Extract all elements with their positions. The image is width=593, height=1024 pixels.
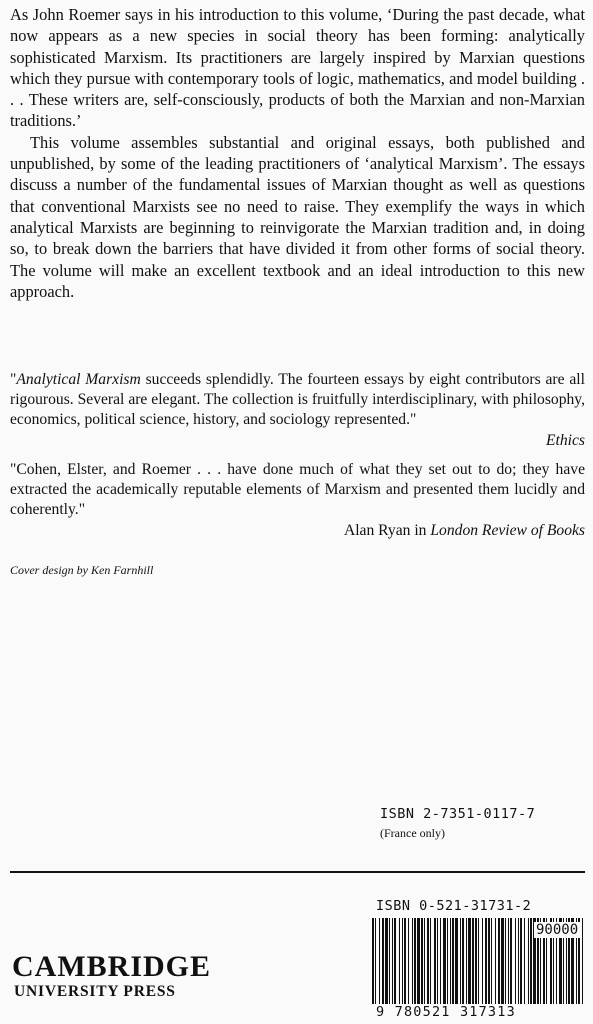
barcode-bar bbox=[437, 918, 438, 1004]
barcode-bar bbox=[460, 918, 461, 1004]
barcode-bar bbox=[510, 918, 512, 1004]
barcode-bar bbox=[508, 918, 509, 1004]
barcode-bar bbox=[417, 918, 420, 1004]
barcode-bar bbox=[440, 918, 441, 1004]
barcode-bar bbox=[404, 918, 406, 1004]
publisher-logo-press: UNIVERSITY PRESS bbox=[14, 983, 176, 1000]
barcode-bar bbox=[466, 918, 467, 1004]
review-lrb-attribution: Alan Ryan in London Review of Books bbox=[343, 521, 585, 539]
barcode-bar bbox=[375, 918, 376, 1004]
barcode-bar bbox=[452, 918, 454, 1004]
review-lrb-text: "Cohen, Elster, and Roemer . . . have done much of what they set out to do; they have extracted the academically reputable elements of Marxism and presented them lucidly and coherently." bbox=[10, 461, 585, 519]
barcode-bar bbox=[475, 918, 477, 1004]
blurb-paragraph-1: As John Roemer says in his introduction to this volume, ‘During the past decade, what now appears as a new species in social theory has been forming: analytically sophisticated Marxism. Its practitioners are largely inspired by Marxian questions which they pursue with contemporary tools of logic, mathematics, and model building . . . These writers are, self-consciously, products of both the Marxian and non-Marxian traditions.’ bbox=[10, 5, 585, 131]
cover-credit: Cover design by Ken Farnhill bbox=[10, 563, 154, 577]
barcode-bar bbox=[485, 918, 487, 1004]
divider-rule bbox=[10, 871, 585, 873]
barcode-bar bbox=[424, 918, 425, 1004]
barcode-bar bbox=[498, 918, 500, 1004]
barcode-bar bbox=[520, 918, 522, 1004]
barcode-bar bbox=[421, 918, 423, 1004]
barcode-bar bbox=[462, 918, 464, 1004]
review-ethics-book-title: Analytical Marxism bbox=[16, 371, 141, 388]
price-code: 90000 bbox=[536, 922, 579, 938]
barcode-bar bbox=[412, 918, 413, 1004]
barcode-bar bbox=[443, 918, 446, 1004]
barcode-bar bbox=[505, 918, 506, 1004]
france-only-note: (France only) bbox=[380, 826, 445, 840]
barcode-bar bbox=[402, 918, 403, 1004]
barcode-bar bbox=[501, 918, 504, 1004]
barcode-bar bbox=[414, 918, 416, 1004]
back-cover-blurb bbox=[10, 4, 585, 302]
barcode-bar bbox=[488, 918, 490, 1004]
review-ethics bbox=[10, 370, 585, 451]
isbn-france: ISBN 2-7351-0117-7 bbox=[380, 806, 536, 822]
barcode-bar bbox=[394, 918, 396, 1004]
barcode-bar bbox=[392, 918, 393, 1004]
review-lrb bbox=[10, 460, 585, 541]
review-ethics-source: Ethics bbox=[546, 431, 585, 449]
barcode-bar bbox=[408, 918, 409, 1004]
barcode-bar bbox=[515, 918, 516, 1004]
barcode-bar bbox=[379, 918, 380, 1004]
barcode-bar bbox=[447, 918, 448, 1004]
barcode-bar bbox=[389, 918, 390, 1004]
barcode-bar bbox=[385, 918, 388, 1004]
publisher-logo-cambridge: CAMBRIDGE bbox=[12, 950, 212, 983]
barcode-bar bbox=[530, 918, 532, 1004]
barcode-bar bbox=[528, 918, 529, 1004]
isbn-main: ISBN 0-521-31731-2 bbox=[376, 898, 532, 914]
barcode-bar bbox=[472, 918, 474, 1004]
ean-number: 9 780521 317313 bbox=[376, 1004, 516, 1020]
barcode-bar bbox=[524, 918, 525, 1004]
barcode-bar bbox=[495, 918, 496, 1004]
barcode-bar bbox=[468, 918, 471, 1004]
review-lrb-source: London Review of Books bbox=[430, 521, 585, 539]
barcode-bar bbox=[427, 918, 429, 1004]
barcode-bar bbox=[382, 918, 384, 1004]
barcode-bar bbox=[455, 918, 458, 1004]
review-ethics-text: "Analytical Marxism succeeds splendidly. The fourteen essays by eight contributors are all rigourous. Several are elegant. The collection is fruitfully interdisciplinary, with philosophy, economics, political science, history, and sociology represented." bbox=[10, 371, 585, 429]
barcode-bar bbox=[430, 918, 431, 1004]
barcode-bar bbox=[450, 918, 451, 1004]
barcode-bar bbox=[582, 918, 583, 1004]
barcode-bar bbox=[434, 918, 436, 1004]
barcode-bar bbox=[372, 918, 374, 1004]
blurb-paragraph-2: This volume assembles substantial and original essays, both published and unpublished, by some of the leading practitioners of ‘analytical Marxism’. The essays discuss a number of the fundamental issues of Marxian thought as well as questions that conventional Marxists see no need to raise. They exemplify the ways in which analytical Marxists are beginning to reinvigorate the Marxian tradition and, in doing so, to break down the barriers that have divided it from other forms of social theory. The volume will make an excellent textbook and an ideal introduction to this new approach. bbox=[10, 132, 585, 301]
barcode-bar bbox=[482, 918, 483, 1004]
barcode-bar bbox=[478, 918, 479, 1004]
barcode-bar bbox=[399, 918, 400, 1004]
barcode-bar bbox=[518, 918, 519, 1004]
barcode-bar bbox=[491, 918, 492, 1004]
